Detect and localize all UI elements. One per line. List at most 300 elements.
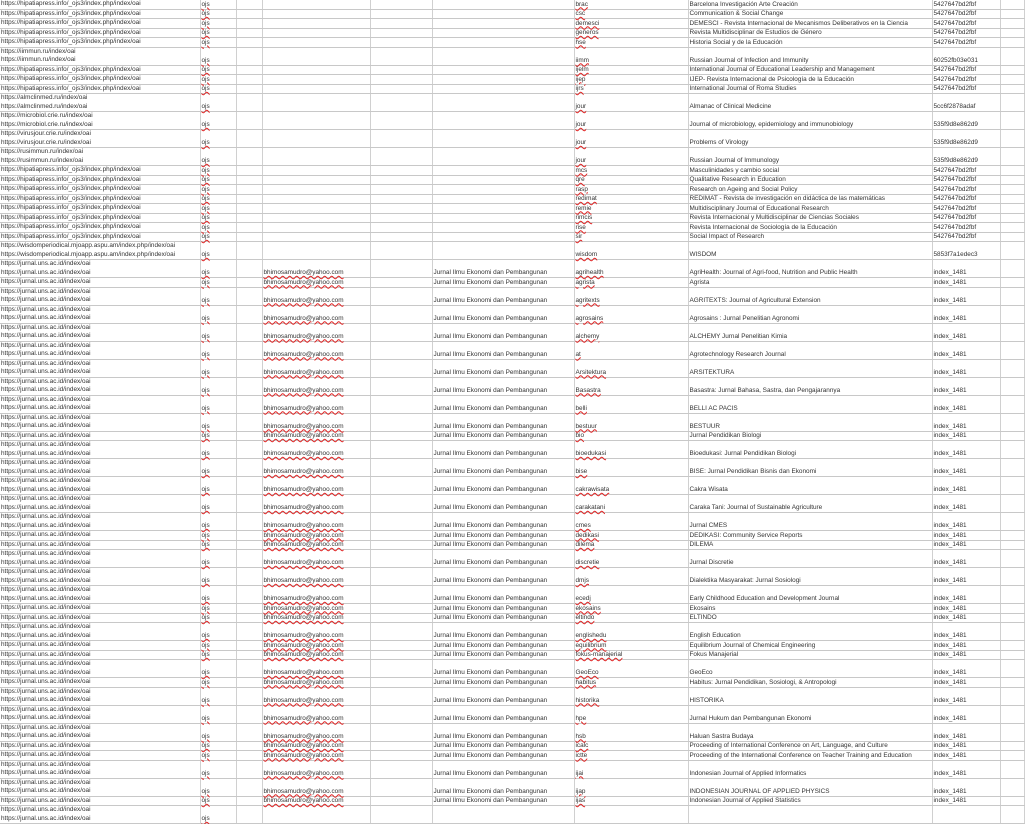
cell-empty-j[interactable] bbox=[1000, 796, 1024, 806]
cell-publisher[interactable] bbox=[432, 650, 574, 660]
cell-code[interactable] bbox=[574, 130, 688, 148]
cell-empty-c[interactable] bbox=[236, 185, 262, 195]
cell-empty-e[interactable] bbox=[370, 660, 432, 678]
cell-empty-c[interactable] bbox=[236, 395, 262, 413]
cell-publisher[interactable] bbox=[432, 213, 574, 223]
cell-title[interactable] bbox=[688, 204, 932, 214]
cell-title[interactable] bbox=[688, 47, 932, 65]
cell-type[interactable] bbox=[200, 495, 236, 513]
cell-type[interactable] bbox=[200, 38, 236, 48]
cell-email[interactable] bbox=[262, 705, 370, 723]
cell-empty-e[interactable] bbox=[370, 65, 432, 75]
cell-empty-c[interactable] bbox=[236, 305, 262, 323]
cell-email[interactable] bbox=[262, 94, 370, 112]
cell-empty-j[interactable] bbox=[1000, 495, 1024, 513]
cell-empty-j[interactable] bbox=[1000, 660, 1024, 678]
cell-empty-c[interactable] bbox=[236, 586, 262, 604]
cell-title[interactable] bbox=[688, 723, 932, 741]
cell-type[interactable] bbox=[200, 305, 236, 323]
cell-url[interactable] bbox=[0, 112, 200, 130]
cell-code[interactable] bbox=[574, 568, 688, 586]
cell-empty-j[interactable] bbox=[1000, 166, 1024, 176]
cell-id[interactable] bbox=[932, 687, 1000, 705]
cell-publisher[interactable] bbox=[432, 568, 574, 586]
cell-empty-c[interactable] bbox=[236, 38, 262, 48]
cell-empty-j[interactable] bbox=[1000, 185, 1024, 195]
cell-id[interactable] bbox=[932, 613, 1000, 623]
cell-code[interactable] bbox=[574, 806, 688, 824]
cell-email[interactable] bbox=[262, 223, 370, 233]
cell-url[interactable] bbox=[0, 9, 200, 19]
cell-email[interactable] bbox=[262, 278, 370, 288]
cell-email[interactable] bbox=[262, 377, 370, 395]
cell-title[interactable] bbox=[688, 650, 932, 660]
cell-title[interactable] bbox=[688, 175, 932, 185]
cell-url[interactable] bbox=[0, 441, 200, 459]
cell-code[interactable] bbox=[574, 540, 688, 550]
cell-id[interactable] bbox=[932, 175, 1000, 185]
cell-email[interactable] bbox=[262, 760, 370, 778]
cell-code[interactable] bbox=[574, 477, 688, 495]
cell-type[interactable] bbox=[200, 287, 236, 305]
cell-code[interactable] bbox=[574, 495, 688, 513]
cell-url[interactable] bbox=[0, 495, 200, 513]
cell-email[interactable] bbox=[262, 213, 370, 223]
cell-id[interactable] bbox=[932, 395, 1000, 413]
cell-email[interactable] bbox=[262, 806, 370, 824]
cell-empty-e[interactable] bbox=[370, 760, 432, 778]
cell-empty-e[interactable] bbox=[370, 260, 432, 278]
cell-empty-e[interactable] bbox=[370, 431, 432, 441]
cell-empty-j[interactable] bbox=[1000, 431, 1024, 441]
cell-type[interactable] bbox=[200, 650, 236, 660]
cell-id[interactable] bbox=[932, 166, 1000, 176]
cell-url[interactable] bbox=[0, 94, 200, 112]
cell-publisher[interactable] bbox=[432, 751, 574, 761]
cell-empty-e[interactable] bbox=[370, 513, 432, 531]
cell-empty-e[interactable] bbox=[370, 650, 432, 660]
cell-code[interactable] bbox=[574, 613, 688, 623]
cell-id[interactable] bbox=[932, 148, 1000, 166]
cell-title[interactable] bbox=[688, 166, 932, 176]
cell-empty-c[interactable] bbox=[236, 75, 262, 85]
cell-code[interactable] bbox=[574, 175, 688, 185]
cell-empty-j[interactable] bbox=[1000, 760, 1024, 778]
cell-publisher[interactable] bbox=[432, 705, 574, 723]
cell-type[interactable] bbox=[200, 751, 236, 761]
cell-empty-c[interactable] bbox=[236, 513, 262, 531]
cell-url[interactable] bbox=[0, 431, 200, 441]
cell-type[interactable] bbox=[200, 47, 236, 65]
cell-id[interactable] bbox=[932, 650, 1000, 660]
cell-type[interactable] bbox=[200, 723, 236, 741]
cell-email[interactable] bbox=[262, 242, 370, 260]
cell-empty-c[interactable] bbox=[236, 413, 262, 431]
cell-url[interactable] bbox=[0, 204, 200, 214]
cell-empty-c[interactable] bbox=[236, 213, 262, 223]
cell-type[interactable] bbox=[200, 540, 236, 550]
cell-url[interactable] bbox=[0, 148, 200, 166]
cell-code[interactable] bbox=[574, 9, 688, 19]
cell-type[interactable] bbox=[200, 660, 236, 678]
cell-empty-c[interactable] bbox=[236, 148, 262, 166]
cell-empty-j[interactable] bbox=[1000, 84, 1024, 94]
cell-url[interactable] bbox=[0, 0, 200, 9]
cell-title[interactable] bbox=[688, 395, 932, 413]
cell-empty-e[interactable] bbox=[370, 94, 432, 112]
cell-email[interactable] bbox=[262, 323, 370, 341]
cell-title[interactable] bbox=[688, 778, 932, 796]
cell-email[interactable] bbox=[262, 550, 370, 568]
cell-empty-e[interactable] bbox=[370, 28, 432, 38]
cell-id[interactable] bbox=[932, 185, 1000, 195]
cell-publisher[interactable] bbox=[432, 623, 574, 641]
cell-title[interactable] bbox=[688, 75, 932, 85]
cell-publisher[interactable] bbox=[432, 185, 574, 195]
cell-title[interactable] bbox=[688, 213, 932, 223]
cell-code[interactable] bbox=[574, 223, 688, 233]
cell-title[interactable] bbox=[688, 806, 932, 824]
cell-id[interactable] bbox=[932, 550, 1000, 568]
cell-email[interactable] bbox=[262, 65, 370, 75]
cell-empty-j[interactable] bbox=[1000, 38, 1024, 48]
cell-email[interactable] bbox=[262, 531, 370, 541]
cell-code[interactable] bbox=[574, 112, 688, 130]
cell-type[interactable] bbox=[200, 459, 236, 477]
cell-title[interactable] bbox=[688, 495, 932, 513]
cell-id[interactable] bbox=[932, 232, 1000, 242]
cell-publisher[interactable] bbox=[432, 359, 574, 377]
cell-email[interactable] bbox=[262, 194, 370, 204]
cell-code[interactable] bbox=[574, 166, 688, 176]
cell-publisher[interactable] bbox=[432, 678, 574, 688]
cell-id[interactable] bbox=[932, 660, 1000, 678]
cell-code[interactable] bbox=[574, 75, 688, 85]
cell-code[interactable] bbox=[574, 323, 688, 341]
cell-id[interactable] bbox=[932, 287, 1000, 305]
cell-empty-c[interactable] bbox=[236, 660, 262, 678]
cell-id[interactable] bbox=[932, 112, 1000, 130]
cell-empty-e[interactable] bbox=[370, 741, 432, 751]
cell-email[interactable] bbox=[262, 751, 370, 761]
cell-email[interactable] bbox=[262, 741, 370, 751]
cell-code[interactable] bbox=[574, 641, 688, 651]
cell-title[interactable] bbox=[688, 687, 932, 705]
cell-empty-j[interactable] bbox=[1000, 723, 1024, 741]
cell-empty-e[interactable] bbox=[370, 723, 432, 741]
cell-email[interactable] bbox=[262, 513, 370, 531]
cell-url[interactable] bbox=[0, 75, 200, 85]
cell-title[interactable] bbox=[688, 130, 932, 148]
cell-empty-e[interactable] bbox=[370, 341, 432, 359]
cell-title[interactable] bbox=[688, 641, 932, 651]
cell-type[interactable] bbox=[200, 204, 236, 214]
cell-title[interactable] bbox=[688, 586, 932, 604]
cell-empty-e[interactable] bbox=[370, 806, 432, 824]
cell-id[interactable] bbox=[932, 359, 1000, 377]
cell-email[interactable] bbox=[262, 796, 370, 806]
cell-title[interactable] bbox=[688, 232, 932, 242]
cell-title[interactable] bbox=[688, 19, 932, 29]
cell-publisher[interactable] bbox=[432, 204, 574, 214]
cell-type[interactable] bbox=[200, 341, 236, 359]
cell-publisher[interactable] bbox=[432, 130, 574, 148]
cell-title[interactable] bbox=[688, 194, 932, 204]
cell-empty-j[interactable] bbox=[1000, 806, 1024, 824]
cell-type[interactable] bbox=[200, 531, 236, 541]
cell-title[interactable] bbox=[688, 623, 932, 641]
cell-empty-e[interactable] bbox=[370, 204, 432, 214]
cell-empty-j[interactable] bbox=[1000, 260, 1024, 278]
cell-publisher[interactable] bbox=[432, 242, 574, 260]
cell-empty-c[interactable] bbox=[236, 19, 262, 29]
cell-empty-e[interactable] bbox=[370, 359, 432, 377]
cell-email[interactable] bbox=[262, 604, 370, 614]
cell-id[interactable] bbox=[932, 604, 1000, 614]
cell-type[interactable] bbox=[200, 232, 236, 242]
cell-id[interactable] bbox=[932, 213, 1000, 223]
cell-url[interactable] bbox=[0, 586, 200, 604]
cell-empty-e[interactable] bbox=[370, 413, 432, 431]
cell-type[interactable] bbox=[200, 94, 236, 112]
cell-title[interactable] bbox=[688, 796, 932, 806]
cell-type[interactable] bbox=[200, 130, 236, 148]
cell-publisher[interactable] bbox=[432, 441, 574, 459]
cell-title[interactable] bbox=[688, 341, 932, 359]
cell-code[interactable] bbox=[574, 751, 688, 761]
cell-url[interactable] bbox=[0, 751, 200, 761]
cell-empty-e[interactable] bbox=[370, 778, 432, 796]
cell-publisher[interactable] bbox=[432, 278, 574, 288]
cell-empty-j[interactable] bbox=[1000, 568, 1024, 586]
cell-empty-j[interactable] bbox=[1000, 441, 1024, 459]
cell-empty-c[interactable] bbox=[236, 604, 262, 614]
cell-empty-j[interactable] bbox=[1000, 175, 1024, 185]
cell-code[interactable] bbox=[574, 341, 688, 359]
cell-empty-j[interactable] bbox=[1000, 242, 1024, 260]
cell-email[interactable] bbox=[262, 613, 370, 623]
cell-empty-c[interactable] bbox=[236, 540, 262, 550]
cell-email[interactable] bbox=[262, 148, 370, 166]
cell-title[interactable] bbox=[688, 431, 932, 441]
cell-email[interactable] bbox=[262, 9, 370, 19]
cell-title[interactable] bbox=[688, 65, 932, 75]
cell-publisher[interactable] bbox=[432, 38, 574, 48]
cell-empty-c[interactable] bbox=[236, 65, 262, 75]
cell-email[interactable] bbox=[262, 84, 370, 94]
cell-empty-j[interactable] bbox=[1000, 204, 1024, 214]
cell-empty-e[interactable] bbox=[370, 550, 432, 568]
cell-empty-j[interactable] bbox=[1000, 678, 1024, 688]
cell-url[interactable] bbox=[0, 213, 200, 223]
cell-email[interactable] bbox=[262, 19, 370, 29]
cell-publisher[interactable] bbox=[432, 260, 574, 278]
cell-empty-e[interactable] bbox=[370, 287, 432, 305]
cell-id[interactable] bbox=[932, 413, 1000, 431]
cell-publisher[interactable] bbox=[432, 341, 574, 359]
cell-url[interactable] bbox=[0, 278, 200, 288]
cell-code[interactable] bbox=[574, 84, 688, 94]
cell-publisher[interactable] bbox=[432, 459, 574, 477]
cell-id[interactable] bbox=[932, 705, 1000, 723]
cell-title[interactable] bbox=[688, 260, 932, 278]
cell-type[interactable] bbox=[200, 413, 236, 431]
cell-empty-c[interactable] bbox=[236, 760, 262, 778]
cell-id[interactable] bbox=[932, 431, 1000, 441]
cell-code[interactable] bbox=[574, 623, 688, 641]
cell-empty-j[interactable] bbox=[1000, 9, 1024, 19]
cell-code[interactable] bbox=[574, 550, 688, 568]
cell-type[interactable] bbox=[200, 513, 236, 531]
cell-url[interactable] bbox=[0, 242, 200, 260]
cell-url[interactable] bbox=[0, 723, 200, 741]
cell-code[interactable] bbox=[574, 213, 688, 223]
cell-empty-j[interactable] bbox=[1000, 477, 1024, 495]
cell-type[interactable] bbox=[200, 185, 236, 195]
cell-code[interactable] bbox=[574, 796, 688, 806]
cell-code[interactable] bbox=[574, 287, 688, 305]
cell-empty-e[interactable] bbox=[370, 751, 432, 761]
cell-type[interactable] bbox=[200, 613, 236, 623]
cell-title[interactable] bbox=[688, 760, 932, 778]
cell-empty-j[interactable] bbox=[1000, 778, 1024, 796]
cell-email[interactable] bbox=[262, 0, 370, 9]
cell-publisher[interactable] bbox=[432, 148, 574, 166]
cell-title[interactable] bbox=[688, 660, 932, 678]
cell-email[interactable] bbox=[262, 232, 370, 242]
cell-publisher[interactable] bbox=[432, 232, 574, 242]
cell-type[interactable] bbox=[200, 741, 236, 751]
cell-empty-e[interactable] bbox=[370, 232, 432, 242]
cell-type[interactable] bbox=[200, 28, 236, 38]
cell-email[interactable] bbox=[262, 678, 370, 688]
cell-publisher[interactable] bbox=[432, 223, 574, 233]
cell-id[interactable] bbox=[932, 94, 1000, 112]
cell-title[interactable] bbox=[688, 0, 932, 9]
cell-publisher[interactable] bbox=[432, 477, 574, 495]
cell-title[interactable] bbox=[688, 459, 932, 477]
cell-code[interactable] bbox=[574, 65, 688, 75]
cell-type[interactable] bbox=[200, 641, 236, 651]
cell-title[interactable] bbox=[688, 413, 932, 431]
cell-empty-j[interactable] bbox=[1000, 47, 1024, 65]
cell-empty-j[interactable] bbox=[1000, 459, 1024, 477]
cell-id[interactable] bbox=[932, 377, 1000, 395]
cell-type[interactable] bbox=[200, 687, 236, 705]
cell-empty-e[interactable] bbox=[370, 278, 432, 288]
cell-type[interactable] bbox=[200, 0, 236, 9]
cell-url[interactable] bbox=[0, 413, 200, 431]
cell-title[interactable] bbox=[688, 678, 932, 688]
cell-empty-c[interactable] bbox=[236, 441, 262, 459]
cell-code[interactable] bbox=[574, 586, 688, 604]
cell-id[interactable] bbox=[932, 130, 1000, 148]
cell-title[interactable] bbox=[688, 9, 932, 19]
cell-empty-c[interactable] bbox=[236, 287, 262, 305]
cell-empty-c[interactable] bbox=[236, 9, 262, 19]
cell-email[interactable] bbox=[262, 47, 370, 65]
cell-code[interactable] bbox=[574, 459, 688, 477]
cell-id[interactable] bbox=[932, 278, 1000, 288]
cell-empty-e[interactable] bbox=[370, 613, 432, 623]
cell-title[interactable] bbox=[688, 540, 932, 550]
cell-url[interactable] bbox=[0, 175, 200, 185]
cell-code[interactable] bbox=[574, 705, 688, 723]
cell-empty-c[interactable] bbox=[236, 175, 262, 185]
cell-code[interactable] bbox=[574, 377, 688, 395]
cell-publisher[interactable] bbox=[432, 660, 574, 678]
cell-title[interactable] bbox=[688, 185, 932, 195]
cell-empty-e[interactable] bbox=[370, 305, 432, 323]
cell-empty-j[interactable] bbox=[1000, 705, 1024, 723]
cell-title[interactable] bbox=[688, 359, 932, 377]
cell-url[interactable] bbox=[0, 28, 200, 38]
cell-id[interactable] bbox=[932, 586, 1000, 604]
cell-email[interactable] bbox=[262, 660, 370, 678]
cell-title[interactable] bbox=[688, 323, 932, 341]
cell-title[interactable] bbox=[688, 613, 932, 623]
cell-url[interactable] bbox=[0, 395, 200, 413]
cell-email[interactable] bbox=[262, 359, 370, 377]
cell-id[interactable] bbox=[932, 641, 1000, 651]
cell-empty-e[interactable] bbox=[370, 84, 432, 94]
cell-empty-c[interactable] bbox=[236, 568, 262, 586]
cell-publisher[interactable] bbox=[432, 287, 574, 305]
cell-type[interactable] bbox=[200, 84, 236, 94]
cell-publisher[interactable] bbox=[432, 687, 574, 705]
cell-url[interactable] bbox=[0, 513, 200, 531]
cell-type[interactable] bbox=[200, 19, 236, 29]
cell-empty-c[interactable] bbox=[236, 341, 262, 359]
cell-type[interactable] bbox=[200, 278, 236, 288]
cell-code[interactable] bbox=[574, 94, 688, 112]
cell-publisher[interactable] bbox=[432, 47, 574, 65]
cell-id[interactable] bbox=[932, 75, 1000, 85]
cell-empty-c[interactable] bbox=[236, 495, 262, 513]
cell-email[interactable] bbox=[262, 28, 370, 38]
cell-empty-j[interactable] bbox=[1000, 0, 1024, 9]
cell-empty-j[interactable] bbox=[1000, 278, 1024, 288]
cell-empty-j[interactable] bbox=[1000, 65, 1024, 75]
cell-publisher[interactable] bbox=[432, 94, 574, 112]
cell-type[interactable] bbox=[200, 395, 236, 413]
cell-url[interactable] bbox=[0, 130, 200, 148]
cell-empty-e[interactable] bbox=[370, 9, 432, 19]
cell-email[interactable] bbox=[262, 477, 370, 495]
cell-url[interactable] bbox=[0, 185, 200, 195]
cell-empty-c[interactable] bbox=[236, 47, 262, 65]
cell-code[interactable] bbox=[574, 441, 688, 459]
cell-type[interactable] bbox=[200, 194, 236, 204]
cell-empty-e[interactable] bbox=[370, 148, 432, 166]
cell-publisher[interactable] bbox=[432, 0, 574, 9]
cell-id[interactable] bbox=[932, 741, 1000, 751]
cell-code[interactable] bbox=[574, 678, 688, 688]
cell-code[interactable] bbox=[574, 232, 688, 242]
cell-type[interactable] bbox=[200, 323, 236, 341]
cell-title[interactable] bbox=[688, 94, 932, 112]
cell-url[interactable] bbox=[0, 806, 200, 824]
cell-id[interactable] bbox=[932, 194, 1000, 204]
cell-type[interactable] bbox=[200, 760, 236, 778]
cell-url[interactable] bbox=[0, 760, 200, 778]
cell-publisher[interactable] bbox=[432, 586, 574, 604]
cell-empty-e[interactable] bbox=[370, 441, 432, 459]
cell-publisher[interactable] bbox=[432, 175, 574, 185]
cell-empty-c[interactable] bbox=[236, 194, 262, 204]
cell-empty-c[interactable] bbox=[236, 278, 262, 288]
cell-id[interactable] bbox=[932, 305, 1000, 323]
